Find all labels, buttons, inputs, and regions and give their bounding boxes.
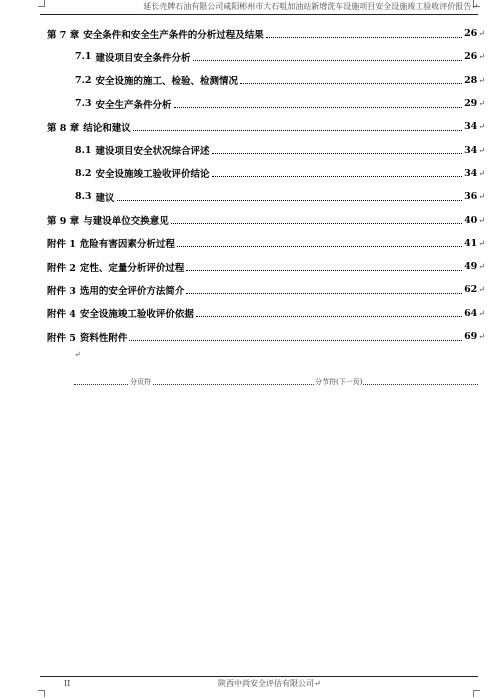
toc-entry-title: 建设项目安全状况综合评述 bbox=[95, 146, 210, 158]
toc-dot-leader bbox=[186, 292, 462, 294]
section-break-label: 分节符(下一页) bbox=[315, 378, 363, 386]
page-header[interactable] bbox=[40, 0, 478, 15]
toc-entry[interactable] bbox=[47, 45, 485, 68]
toc-entry-title: 安全设施竣工验收评价结论 bbox=[95, 169, 210, 181]
toc-entry-number: 第 7 章 bbox=[47, 29, 80, 41]
toc-entry-title: 安全设施竣工验收评价依据 bbox=[79, 309, 194, 321]
footer-page-number: II bbox=[64, 679, 71, 688]
paragraph-mark: ↵ bbox=[478, 262, 485, 272]
paragraph-mark: ↵ bbox=[478, 285, 485, 295]
toc-entry-page: 28 bbox=[464, 74, 478, 86]
paragraph-mark: ↵ bbox=[478, 192, 485, 202]
toc-entry-number: 附件 3 bbox=[47, 285, 76, 297]
empty-paragraph-mark: ↵ bbox=[74, 350, 81, 359]
toc-entry-title: 选用的安全评价方法简介 bbox=[79, 285, 185, 297]
table-of-contents bbox=[47, 22, 485, 348]
toc-entry-page: 34 bbox=[464, 167, 478, 179]
toc-entry-title: 建议 bbox=[95, 192, 115, 204]
toc-dot-leader bbox=[193, 59, 463, 61]
toc-entry-number: 附件 5 bbox=[47, 332, 76, 344]
toc-dot-leader bbox=[177, 245, 462, 247]
footer-paragraph-mark: ↵ bbox=[314, 679, 321, 688]
paragraph-mark: ↵ bbox=[478, 332, 485, 341]
toc-dot-leader bbox=[186, 269, 462, 271]
toc-entry-page: 29 bbox=[464, 98, 478, 110]
paragraph-mark: ↵ bbox=[478, 122, 485, 132]
toc-entry-title: 资料性附件 bbox=[79, 332, 128, 344]
toc-entry-title: 结论和建议 bbox=[83, 122, 131, 134]
page-footer[interactable] bbox=[40, 676, 478, 691]
toc-dot-leader bbox=[129, 339, 462, 341]
margin-corner-bottom-right bbox=[473, 690, 480, 697]
toc-entry-title: 与建设单位交换意见 bbox=[83, 216, 169, 228]
toc-entry-page: 69 bbox=[464, 331, 478, 342]
toc-entry[interactable] bbox=[47, 162, 485, 185]
toc-entry-title: 安全设施的施工、检验、检测情况 bbox=[95, 76, 239, 88]
toc-entry-title: 安全生产条件分析 bbox=[95, 99, 172, 111]
toc-dot-leader bbox=[212, 152, 463, 154]
toc-entry[interactable] bbox=[47, 302, 485, 325]
toc-entry-page: 26 bbox=[464, 28, 478, 40]
toc-entry-page: 36 bbox=[464, 191, 478, 203]
footer-company bbox=[218, 677, 321, 691]
toc-entry[interactable] bbox=[47, 325, 485, 348]
toc-entry-number: 8.2 bbox=[75, 167, 92, 179]
toc-entry-number: 附件 4 bbox=[47, 309, 76, 321]
toc-dot-leader bbox=[266, 36, 462, 38]
paragraph-mark: ↵ bbox=[478, 238, 485, 248]
toc-entry-title: 建设项目安全条件分析 bbox=[95, 52, 191, 64]
toc-dot-leader bbox=[240, 82, 462, 84]
toc-entry[interactable] bbox=[47, 185, 485, 208]
toc-entry-title: 定性、定量分析评价过程 bbox=[79, 262, 185, 274]
toc-entry[interactable] bbox=[47, 22, 485, 45]
toc-entry-page: 40 bbox=[464, 214, 478, 226]
toc-entry-number: 附件 1 bbox=[47, 239, 76, 251]
toc-entry-number: 7.3 bbox=[75, 98, 92, 110]
toc-entry-number: 附件 2 bbox=[47, 262, 76, 274]
toc-entry-page: 34 bbox=[464, 144, 478, 156]
toc-entry-title: 危险有害因素分析过程 bbox=[79, 239, 175, 251]
page-break-label: 分页符 bbox=[130, 378, 151, 386]
toc-entry[interactable] bbox=[47, 92, 485, 115]
paragraph-mark: ↵ bbox=[478, 29, 485, 39]
toc-dot-leader bbox=[212, 175, 463, 177]
toc-entry-number: 第 8 章 bbox=[47, 122, 80, 134]
paragraph-mark: ↵ bbox=[478, 52, 485, 62]
toc-entry-number: 7.2 bbox=[75, 74, 92, 86]
toc-entry-number: 第 9 章 bbox=[47, 216, 80, 228]
toc-entry[interactable] bbox=[47, 278, 485, 301]
toc-entry-title: 安全条件和安全生产条件的分析过程及结果 bbox=[83, 29, 264, 41]
toc-entry-page: 41 bbox=[464, 237, 478, 249]
paragraph-mark: ↵ bbox=[478, 145, 485, 155]
header-text: 延长壳牌石油有限公司咸阳彬州市大石咀加油站新增洗车设施项目安全设施竣工验收评价报告 bbox=[143, 2, 472, 11]
paragraph-mark: ↵ bbox=[478, 215, 485, 225]
toc-entry[interactable] bbox=[47, 255, 485, 278]
toc-entry-page: 62 bbox=[464, 284, 478, 296]
toc-dot-leader bbox=[117, 199, 463, 201]
toc-entry-page: 34 bbox=[464, 121, 478, 133]
footer-company-name: 陕西中尚安全评估有限公司 bbox=[218, 679, 314, 688]
toc-entry-number: 7.1 bbox=[75, 51, 92, 63]
header-paragraph-mark: ↵ bbox=[471, 2, 478, 11]
page-break-line bbox=[74, 377, 478, 387]
toc-entry-page: 49 bbox=[464, 261, 478, 273]
paragraph-mark: ↵ bbox=[478, 168, 485, 178]
toc-entry-number: 8.3 bbox=[75, 191, 92, 203]
toc-dot-leader bbox=[171, 222, 462, 224]
margin-corner-bottom-left bbox=[38, 690, 45, 697]
toc-entry[interactable] bbox=[47, 232, 485, 255]
toc-entry-page: 64 bbox=[464, 307, 478, 319]
toc-dot-leader bbox=[174, 106, 463, 108]
toc-entry-number: 8.1 bbox=[75, 144, 92, 156]
toc-entry[interactable] bbox=[47, 115, 485, 138]
toc-entry[interactable] bbox=[47, 138, 485, 161]
paragraph-mark: ↵ bbox=[478, 308, 485, 318]
toc-entry[interactable] bbox=[47, 208, 485, 231]
toc-entry[interactable] bbox=[47, 69, 485, 92]
paragraph-mark: ↵ bbox=[478, 99, 485, 109]
toc-dot-leader bbox=[133, 129, 462, 131]
toc-entry-page: 26 bbox=[464, 51, 478, 63]
paragraph-mark: ↵ bbox=[478, 75, 485, 85]
toc-dot-leader bbox=[196, 315, 462, 317]
